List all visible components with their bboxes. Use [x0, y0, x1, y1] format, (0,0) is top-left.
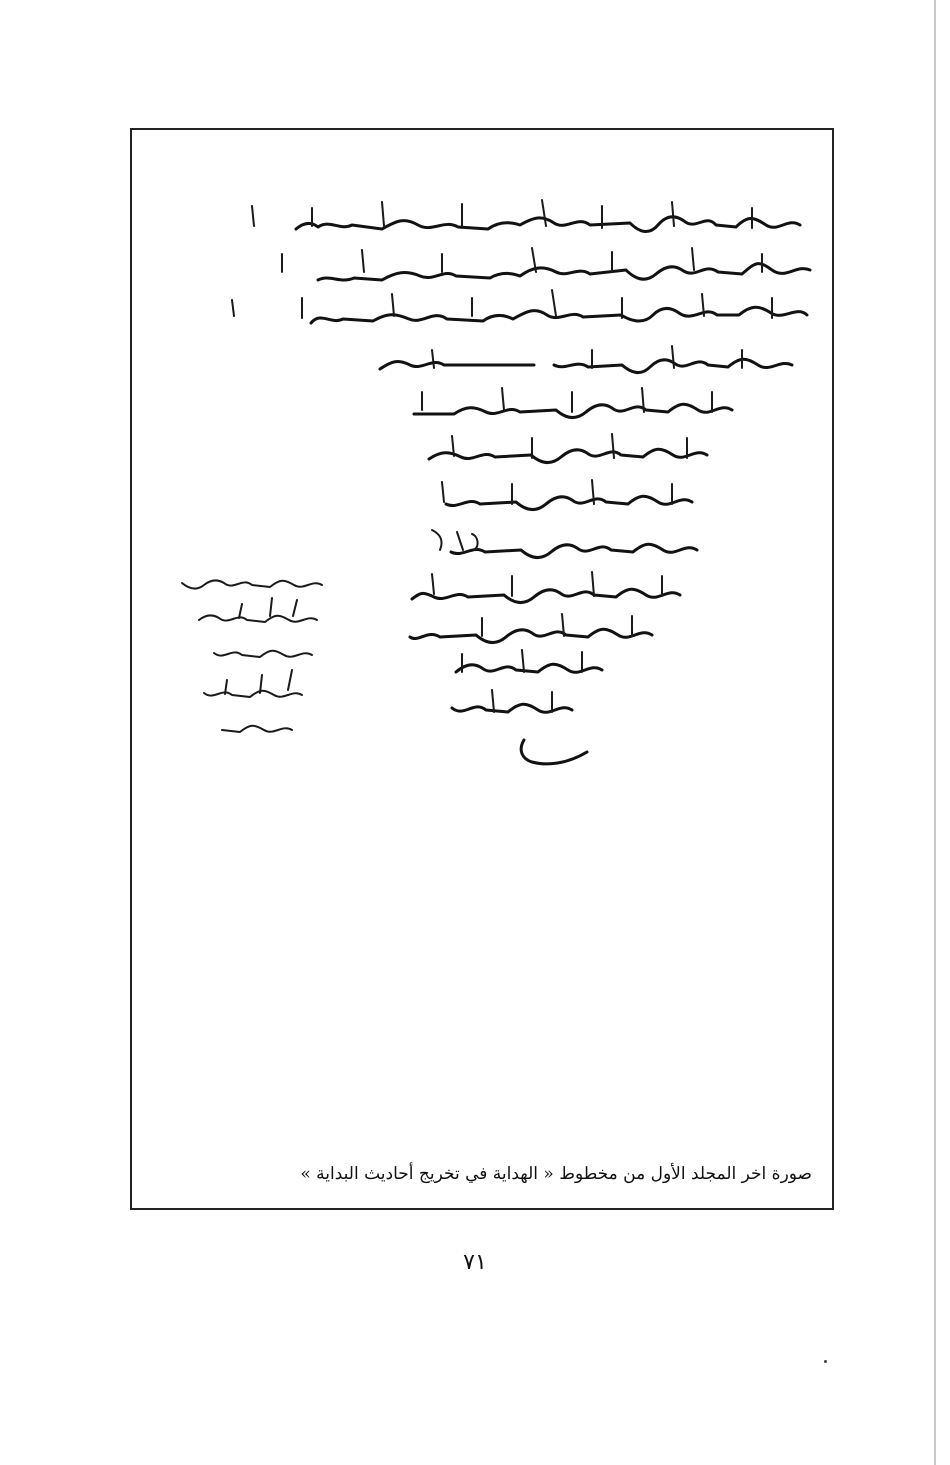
handwritten-manuscript-image [132, 130, 836, 1212]
scan-speck [824, 1360, 827, 1363]
page-edge-line [934, 0, 936, 1465]
manuscript-figure-frame [130, 128, 834, 1210]
figure-caption: صورة اخر المجلد الأول من مخطوط « الهداية في تخريج أحاديث البداية » [300, 1164, 812, 1184]
page-number: ٧١ [463, 1250, 487, 1275]
